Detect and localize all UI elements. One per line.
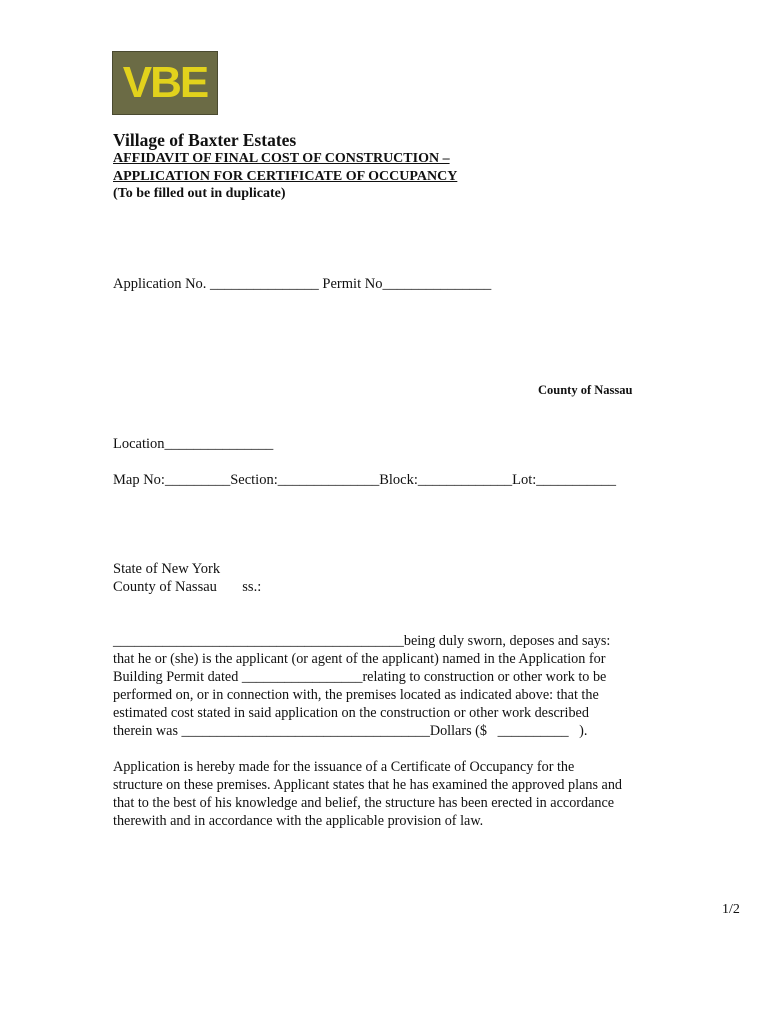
map-section-block-lot-line: Map No:_________Section:______________Block:_____________Lot:___________ [113, 472, 617, 488]
application-heading: APPLICATION FOR CERTIFICATE OF OCCUPANCY [113, 169, 458, 184]
affidavit-paragraph [113, 632, 661, 740]
county-ss-line: County of Nassau ss.: [113, 579, 262, 595]
logo-text: VBE [122, 58, 208, 107]
paragraph-line: that he or (she) is the applicant (or agent of the applicant) named in the Application for [113, 651, 606, 667]
location-line: Location_______________ [113, 436, 274, 452]
paragraph-line: therein was ___________________________________Dollars ($ __________ ). [113, 723, 588, 739]
paragraph-line: therewith and in accordance with the applicable provision of law. [113, 813, 484, 829]
village-title: Village of Baxter Estates [113, 130, 297, 150]
duplicate-note: (To be filled out in duplicate) [113, 186, 286, 201]
application-permit-line: Application No. _______________ Permit No_______________ [113, 276, 492, 292]
paragraph-line: structure on these premises. Applicant states that he has examined the approved plans and [113, 777, 623, 793]
paragraph-line: _________________________________________being duly sworn, deposes and says: [113, 633, 611, 649]
page-number: 1/2 [722, 902, 740, 917]
paragraph-line: Application is hereby made for the issuance of a Certificate of Occupancy for the [113, 759, 575, 775]
state-line: State of New York [113, 561, 221, 577]
affidavit-heading: AFFIDAVIT OF FINAL COST OF CONSTRUCTION – [113, 151, 450, 166]
vbe-logo [112, 51, 218, 115]
paragraph-line: performed on, or in connection with, the premises located as indicated above: that the [113, 687, 599, 703]
paragraph-line: estimated cost stated in said application on the construction or other work described [113, 705, 589, 721]
county-of-nassau-label: County of Nassau [538, 383, 633, 397]
application-paragraph [113, 758, 661, 830]
paragraph-line: that to the best of his knowledge and belief, the structure has been erected in accordance [113, 795, 615, 811]
paragraph-line: Building Permit dated _________________relating to construction or other work to be [113, 669, 607, 685]
